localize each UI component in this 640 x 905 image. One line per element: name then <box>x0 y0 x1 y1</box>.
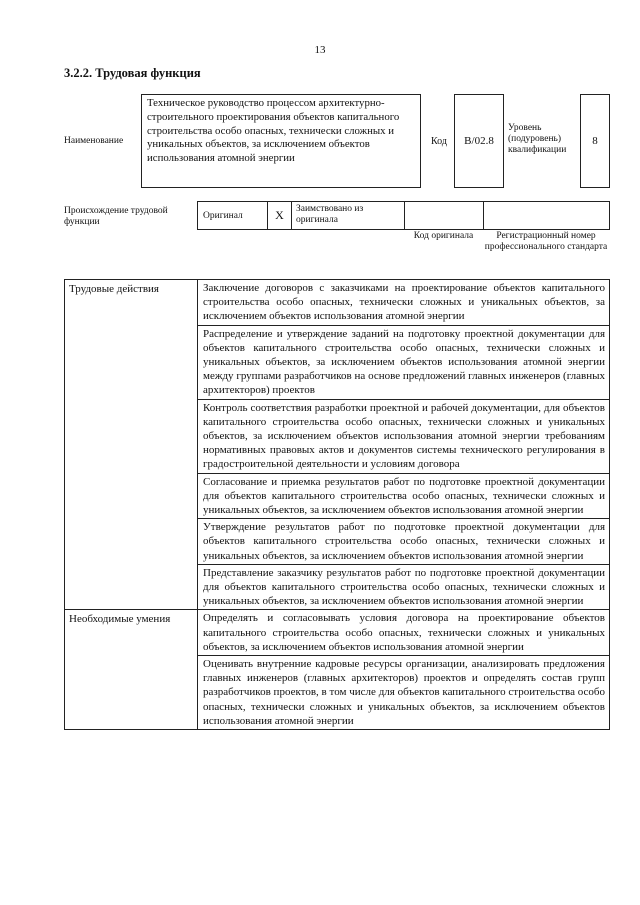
name-label: Наименование <box>64 136 124 146</box>
level-label: Уровень (подуровень) квалификации <box>508 123 567 155</box>
reg-number-cell <box>484 202 610 229</box>
original-checkmark: X <box>275 208 284 222</box>
section-header-actions: Трудовые действия <box>65 280 198 610</box>
action-item: Представление заказчику результатов работ по подготовке проектной документации для объектов капитального строительства особо опасных, технически сложных и уникальных объектов, за исключением объектов использования атомной энергии <box>198 564 610 610</box>
action-item: Контроль соответствия разработки проектной и рабочей документации, для объектов капитального строительства особо опасных, технически сложных и уникальных объектов, за исключением объектов использования атомной энергии требованиям нормативных правовых актов и документов системы технического регулирования в градостроительной деятельности и условиям договора <box>198 399 610 473</box>
function-name: Техническое руководство процессом архитектурно-строительного проектирования объектов капитального строительства особо опасных, технически сложных и уникальных объектов, за исключением объектов использования атомной энергии <box>141 94 421 188</box>
action-item: Заключение договоров с заказчиками на проектирование объектов капитального строительства особо опасных, технически сложных и уникальных объектов, за исключением объектов использования атомной энергии <box>198 280 610 326</box>
section-header-skills: Необходимые умения <box>65 610 198 730</box>
code-original-cell <box>405 202 484 229</box>
original-label: Оригинал <box>203 211 243 221</box>
qualification-level: 8 <box>580 94 610 188</box>
origin-row <box>197 201 610 230</box>
borrowed-label: Заимствовано из оригинала <box>296 204 364 225</box>
skill-item: Определять и согласовывать условия договора на проектирование объектов капитального строительства особо опасных, технически сложных и уникальных объектов, за исключением объектов использования атомной энергии <box>198 610 610 656</box>
origin-label: Происхождение трудовой функции <box>64 206 168 227</box>
labor-function-table <box>64 279 610 730</box>
table-row <box>65 280 610 326</box>
table-row <box>65 610 610 656</box>
code-original-label: Код оригинала <box>413 231 474 241</box>
action-item: Утверждение результатов работ по подготовке проектной документации для объектов капитального строительства особо опасных, технически сложных и уникальных объектов, за исключением объектов использования атомной энергии <box>198 519 610 565</box>
section-title: 3.2.2. Трудовая функция <box>64 66 201 80</box>
action-item: Распределение и утверждение заданий на подготовку проектной документации для объектов капитального строительства особо опасных, технически сложных и уникальных объектов, за исключением объектов использования атомной энергии между группами разработчиков на основе предложений главных инженеров (главных архитекторов) проектов <box>198 325 610 399</box>
action-item: Согласование и приемка результатов работ по подготовке проектной документации для объектов капитального строительства особо опасных, технически сложных и уникальных объектов, за исключением объектов использования атомной энергии <box>198 473 610 519</box>
code-label: Код <box>431 136 447 147</box>
function-code: B/02.8 <box>454 94 504 188</box>
page-number: 13 <box>314 44 326 56</box>
skill-item: Оценивать внутренние кадровые ресурсы организации, анализировать предложения главных инженеров (главных архитекторов) проектов и определять состав групп разработчиков проектов, в том числе для объектов капитального строительства особо опасных, технически сложных и уникальных объектов, за исключением объектов использования атомной энергии <box>198 656 610 730</box>
reg-number-label: Регистрационный номер профессионального стандарта <box>484 231 608 252</box>
